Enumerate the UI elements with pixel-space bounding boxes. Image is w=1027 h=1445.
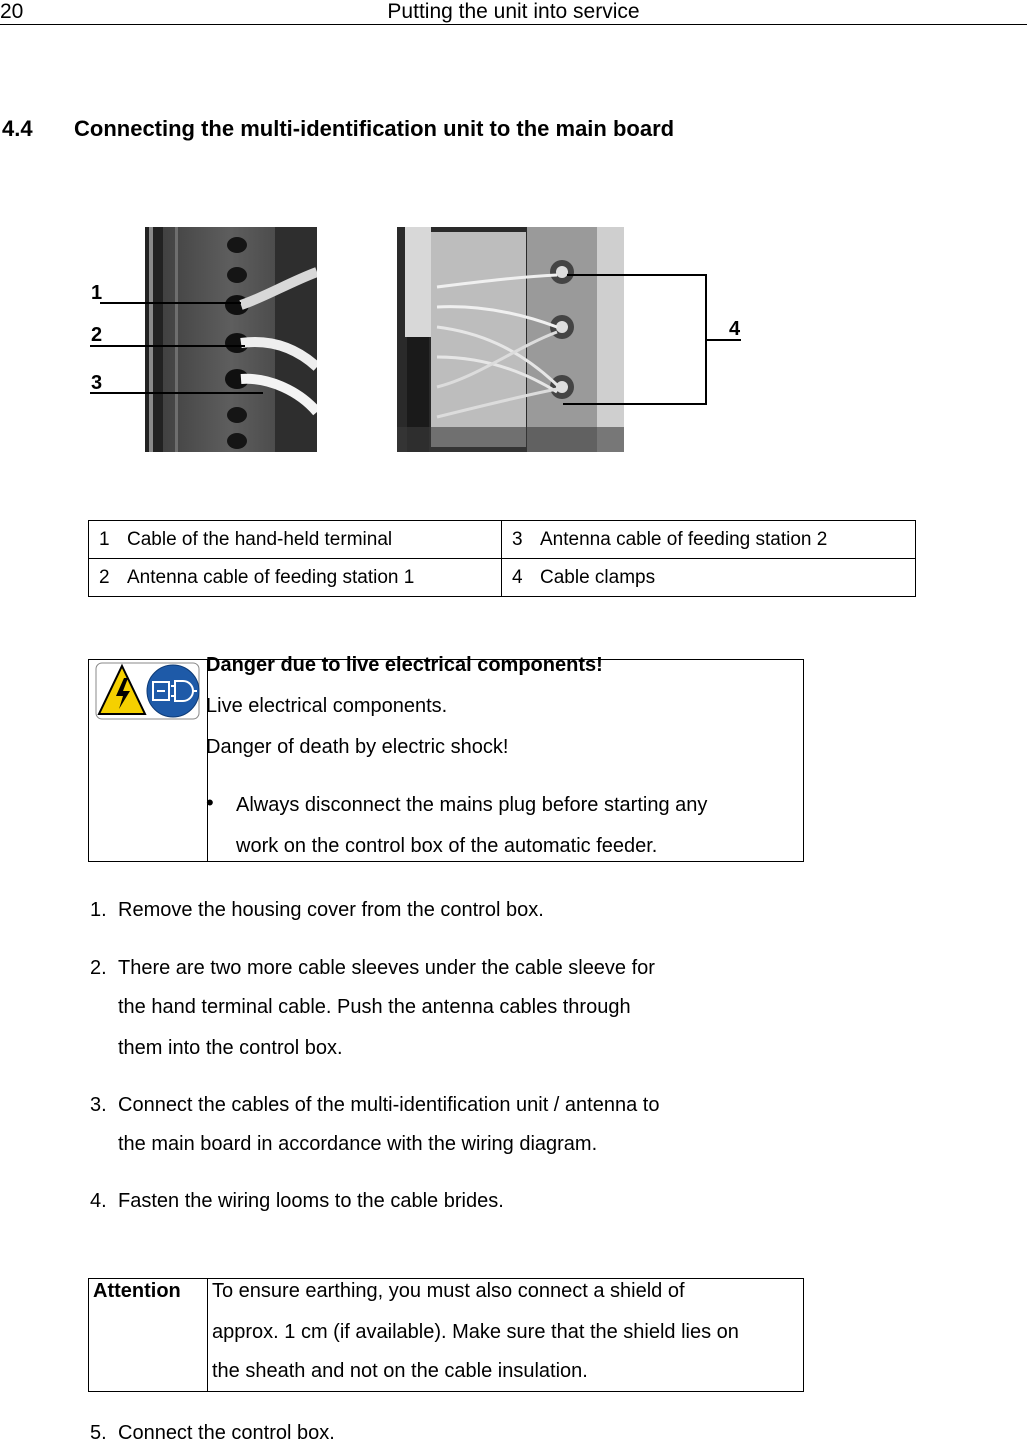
step-text: Connect the control box.	[118, 1422, 335, 1444]
chapter-title: Putting the unit into service	[387, 0, 640, 23]
legend-row	[89, 559, 916, 597]
attention-line-3: the sheath and not on the cable insulation.	[212, 1360, 588, 1382]
legend-text: Antenna cable of feeding station 1	[127, 566, 415, 588]
attention-line-1: To ensure earthing, you must also connect a shield of	[212, 1280, 685, 1302]
step-number: 4.	[90, 1190, 107, 1212]
step-text: the hand terminal cable. Push the antenna cables through	[118, 996, 631, 1018]
legend-number: 2	[99, 566, 110, 588]
section-number: 4.4	[2, 116, 33, 141]
figure-legend-table	[88, 520, 916, 597]
legend-number: 4	[512, 566, 523, 588]
legend-cell	[502, 559, 916, 597]
step-number: 5.	[90, 1422, 107, 1444]
warning-bullet-line-2: work on the control box of the automatic feeder.	[236, 835, 658, 857]
callout-4: 4	[729, 318, 741, 340]
callout-3: 3	[91, 372, 103, 394]
warning-line-2: Danger of death by electric shock!	[206, 736, 509, 758]
legend-number: 1	[99, 528, 110, 550]
step-text: Fasten the wiring looms to the cable brides.	[118, 1190, 504, 1212]
step-number: 2.	[90, 957, 107, 979]
warning-icons	[95, 662, 200, 720]
legend-text: Cable of the hand-held terminal	[127, 528, 393, 550]
warning-divider	[207, 659, 208, 862]
callout-bracket-4	[563, 275, 706, 404]
step-text: Connect the cables of the multi-identification unit / antenna to	[118, 1094, 660, 1116]
step-text: There are two more cable sleeves under the cable sleeve for	[118, 957, 655, 979]
legend-cell	[502, 521, 916, 559]
attention-line-2: approx. 1 cm (if available). Make sure that the shield lies on	[212, 1321, 739, 1343]
step-number: 1.	[90, 899, 107, 921]
legend-cell	[89, 559, 502, 597]
legend-row	[89, 521, 916, 559]
legend-text: Antenna cable of feeding station 2	[540, 528, 828, 550]
warning-bullet-line-1: Always disconnect the mains plug before starting any	[236, 794, 708, 816]
bullet-icon: •	[206, 790, 214, 815]
warning-line-1: Live electrical components.	[206, 695, 448, 717]
attention-divider	[207, 1278, 208, 1392]
section-title: Connecting the multi-identification unit to the main board	[74, 116, 675, 141]
step-number: 3.	[90, 1094, 107, 1116]
disconnect-mains-plug-icon	[147, 665, 199, 717]
step-text: Remove the housing cover from the control box.	[118, 899, 544, 921]
callout-2: 2	[91, 324, 103, 346]
step-text: them into the control box.	[118, 1037, 343, 1059]
warning-title: Danger due to live electrical components!	[206, 654, 603, 676]
legend-number: 3	[512, 528, 523, 550]
page-number: 20	[0, 0, 24, 23]
legend-cell	[89, 521, 502, 559]
legend-text: Cable clamps	[540, 566, 656, 588]
callout-1: 1	[91, 282, 103, 304]
attention-label: Attention	[93, 1280, 181, 1302]
step-text: the main board in accordance with the wiring diagram.	[118, 1133, 598, 1155]
